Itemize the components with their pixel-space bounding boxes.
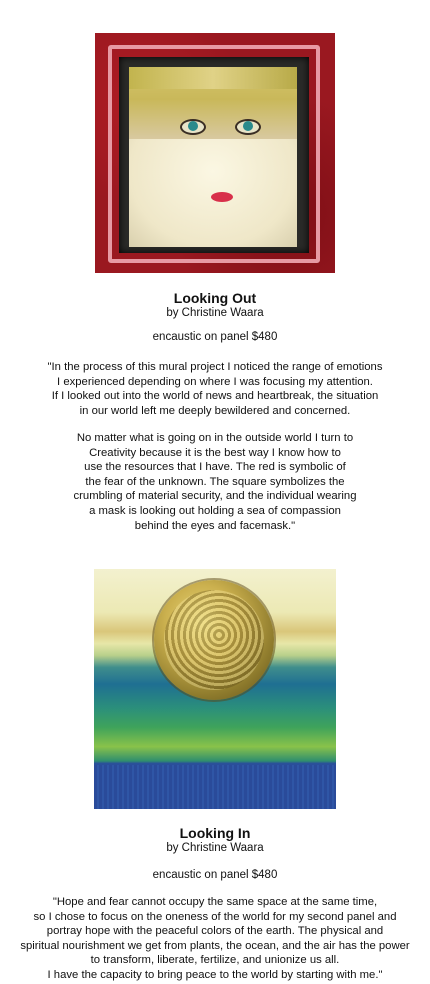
gold-sun-disc <box>154 580 274 700</box>
artwork-byline: by Christine Waara <box>166 307 264 319</box>
statement-line: I experienced depending on where I was focusing my attention. <box>57 375 373 388</box>
statement-line: "In the process of this mural project I noticed the range of emotions <box>47 361 383 373</box>
statement-line: Creativity because it is the best way I know how to <box>89 446 341 459</box>
artwork-statement-p1 <box>0 360 430 418</box>
artwork-byline: by Christine Waara <box>166 842 264 854</box>
artwork-statement-p2 <box>0 431 430 533</box>
artwork-title: Looking Out <box>173 290 257 306</box>
left-eye <box>180 119 206 135</box>
statement-line: "Hope and fear cannot occupy the same space at the same time, <box>52 896 378 908</box>
face-hair-band <box>129 67 297 89</box>
artwork-caption-looking-out <box>0 290 430 320</box>
right-eye <box>235 119 261 135</box>
statement-line: behind the eyes and facemask." <box>134 519 296 532</box>
statement-line: No matter what is going on in the outside world I turn to <box>76 432 354 444</box>
artwork-medium-price: encaustic on panel $480 <box>152 331 278 343</box>
artwork-medium-price: encaustic on panel $480 <box>152 869 278 881</box>
statement-line: use the resources that I have. The red is symbolic of <box>84 461 346 474</box>
statement-line: crumbling of material security, and the individual wearing <box>73 490 357 503</box>
statement-line: in our world left me deeply bewildered and concerned. <box>79 404 351 417</box>
statement-line: so I chose to focus on the oneness of the world for my second panel and <box>33 910 397 923</box>
artwork-statement-p1 <box>0 895 430 983</box>
statement-line: portray hope with the peaceful colors of the earth. The physical and <box>46 925 384 938</box>
blue-base-band <box>94 765 336 809</box>
artwork-image-looking-in <box>94 569 336 809</box>
statement-line: a mask is looking out holding a sea of compassion <box>89 504 341 517</box>
statement-line: I have the capacity to bring peace to the world by starting with me." <box>47 968 383 981</box>
statement-line: If I looked out into the world of news and heartbreak, the situation <box>51 390 379 403</box>
lips <box>211 192 233 202</box>
artwork-caption-looking-in <box>0 825 430 855</box>
statement-line: the fear of the unknown. The square symbolizes the <box>85 475 345 488</box>
artwork-image-looking-out <box>95 33 335 273</box>
statement-line: spiritual nourishment we get from plants, the ocean, and the air has the power <box>20 939 410 952</box>
artwork-title: Looking In <box>179 825 251 841</box>
statement-line: to transform, liberate, fertilize, and unionize us all. <box>90 954 340 967</box>
